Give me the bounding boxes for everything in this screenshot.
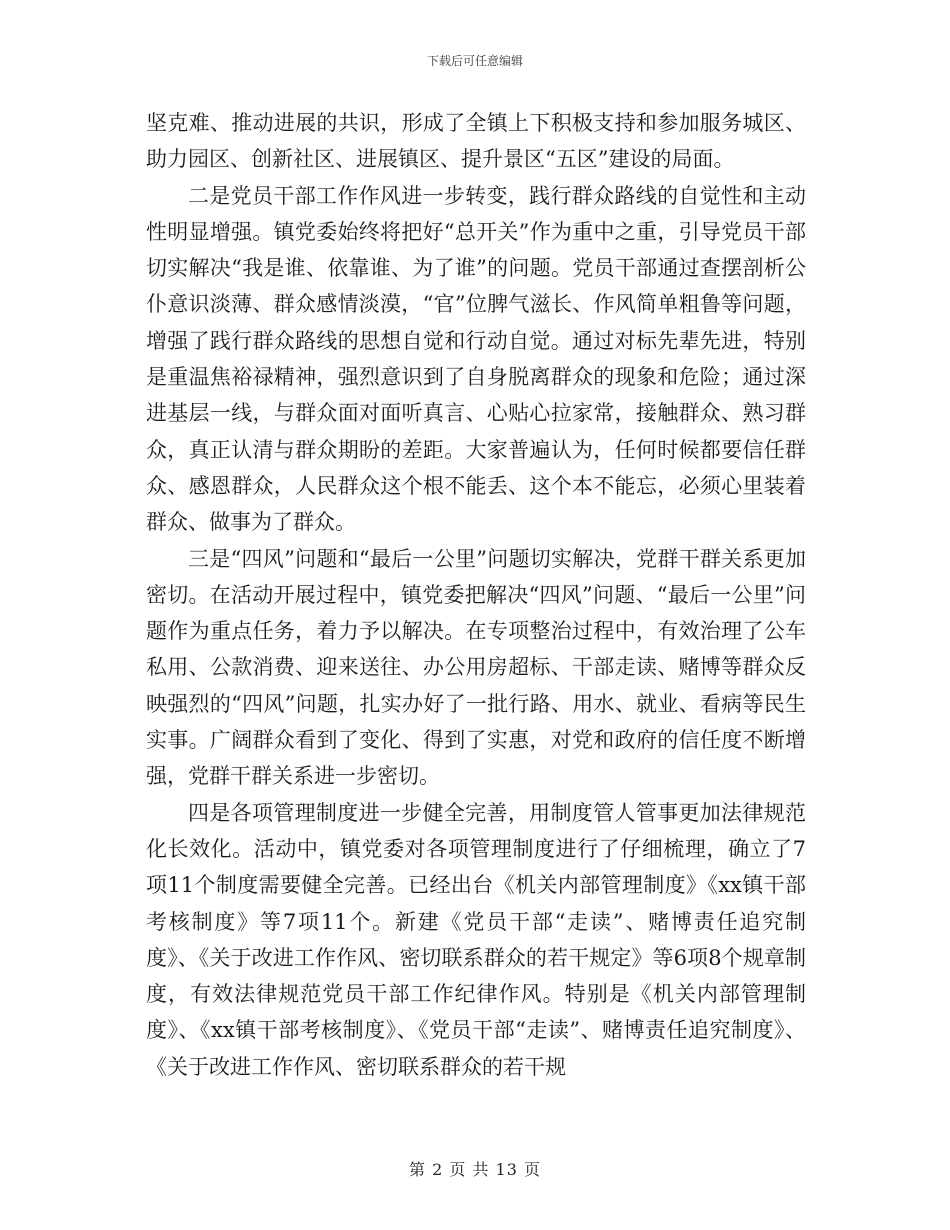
document-body bbox=[146, 105, 806, 1085]
page-number-footer: 第 2 页 共 13 页 bbox=[409, 1160, 541, 1179]
paragraph-continuation: 坚克难、推动进展的共识，形成了全镇上下积极支持和参加服务城区、助力园区、创新社区、进展镇区、提升景区“五区”建设的局面。 bbox=[146, 111, 806, 172]
paragraph-point-three: 三是“四风”问题和“最后一公里”问题切实解决，党群干群关系更加密切。在活动开展过程中，镇党委把解决“四风”问题、“最后一公里”问题作为重点任务，着力予以解决。在专项整治过程中，有效治理了公车私用、公款消费、迎来送往、办公用房超标、干部走读、赌博等群众反映强烈的“四风”问题，扎实办好了一批行路、用水、就业、看病等民生实事。广阔群众看到了变化、得到了实惠，对党和政府的信任度不断增强，党群干群关系进一步密切。 bbox=[146, 546, 806, 789]
page-header-note: 下载后可任意编辑 bbox=[426, 54, 523, 68]
paragraph-point-two: 二是党员干部工作作风进一步转变，践行群众路线的自觉性和主动性明显增强。镇党委始终将把好“总开关”作为重中之重，引导党员干部切实解决“我是谁、依靠谁、为了谁”的问题。党员干部通过查摆剖析公仆意识淡薄、群众感情淡漠，“官”位脾气滋长、作风简单粗鲁等问题，增强了践行群众路线的思想自觉和行动自觉。通过对标先辈先进，特别是重温焦裕禄精神，强烈意识到了自身脱离群众的现象和危险；通过深进基层一线，与群众面对面听真言、心贴心拉家常，接触群众、熟习群众，真正认清与群众期盼的差距。大家普遍认为，任何时候都要信任群众、感恩群众，人民群众这个根不能丢、这个本不能忘，必须心里装着群众、做事为了群众。 bbox=[146, 183, 806, 535]
paragraph-point-four: 四是各项管理制度进一步健全完善，用制度管人管事更加法律规范化长效化。活动中，镇党委对各项管理制度进行了仔细梳理，确立了7项11个制度需要健全完善。已经出台《机关内部管理制度》《xx镇干部考核制度》等7项11个。新建《党员干部“走读”、赌博责任追究制度》、《关于改进工作作风、密切联系群众的若干规定》等6项8个规章制度，有效法律规范党员干部工作纪律作风。特别是《机关内部管理制度》、《xx镇干部考核制度》、《党员干部“走读”、赌博责任追究制度》、《关于改进工作作风、密切联系群众的若干规 bbox=[146, 800, 806, 1079]
